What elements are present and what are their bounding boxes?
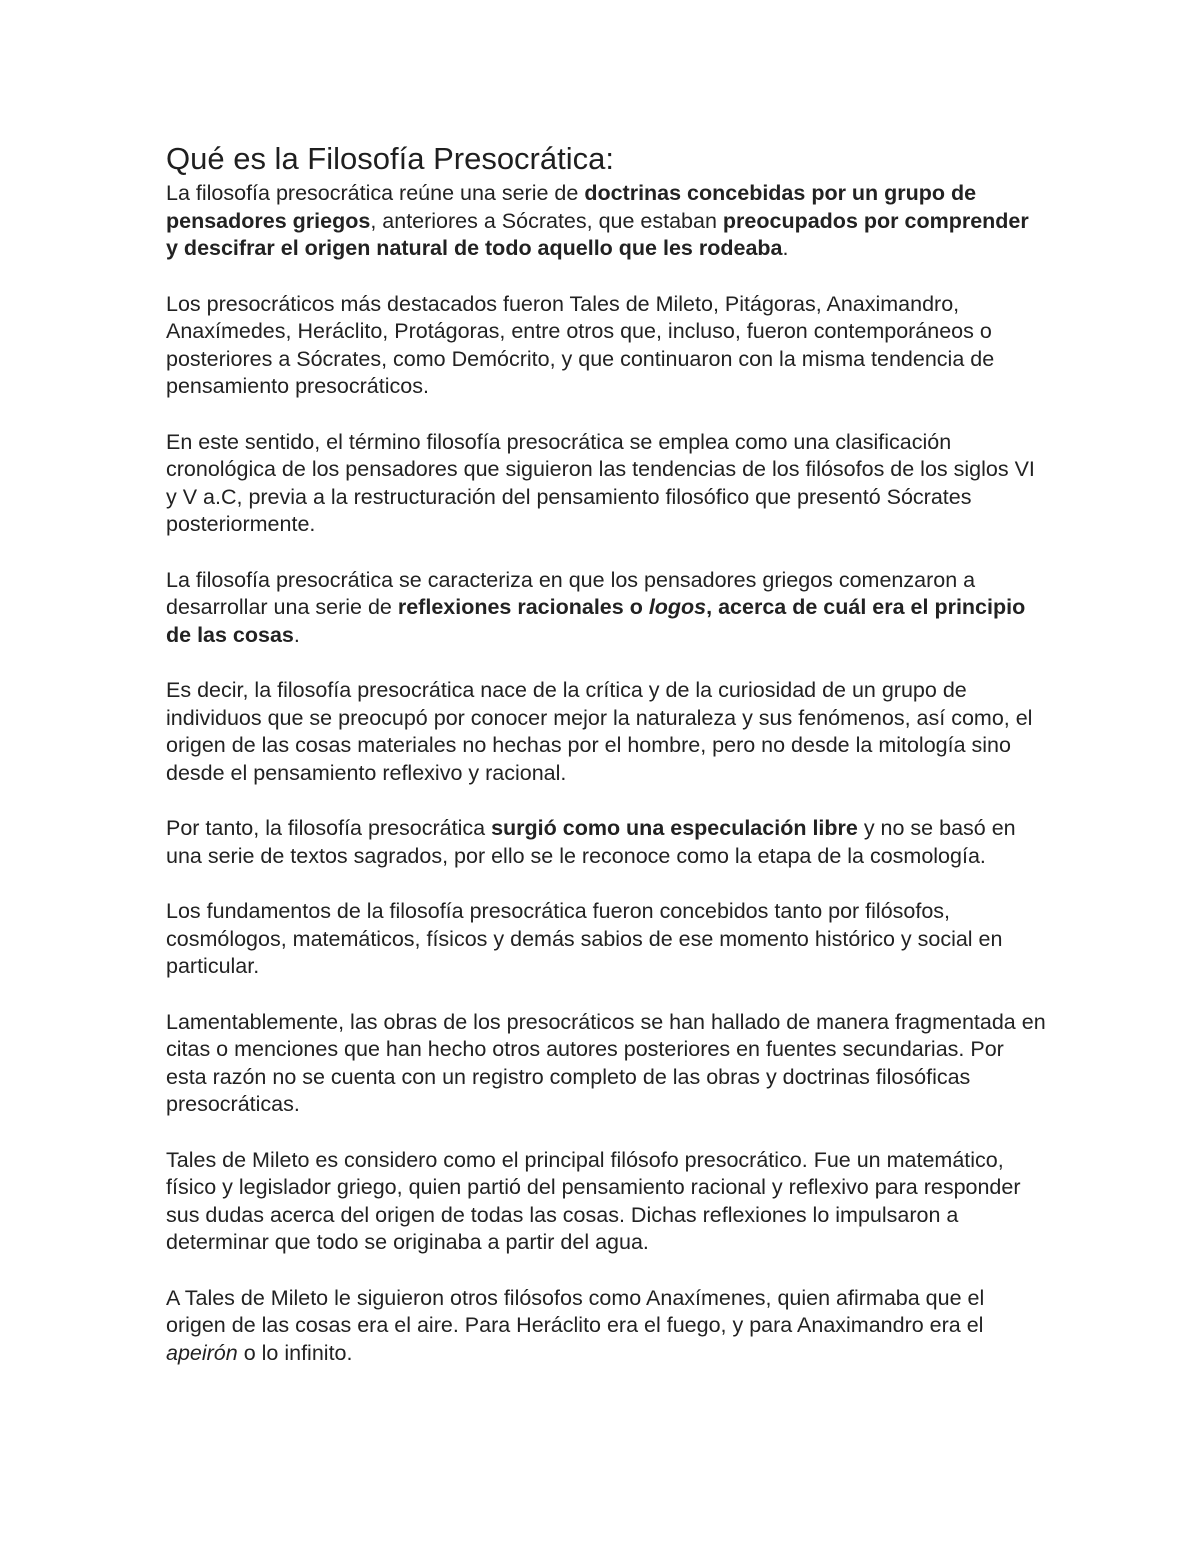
- text-run: .: [293, 622, 300, 647]
- text-run: En este sentido, el término filosofía presocrática se emplea como una clasificación cronológica de los pensadores que siguieron las tendencias de los filósofos de los siglos VI y V a.C, previa a la restructuración del pensamiento filosófico que presentó Sócrates posteriormente.: [166, 429, 1035, 536]
- paragraph-8: [166, 1009, 1046, 1119]
- text-run: apeirón: [166, 1340, 238, 1365]
- text-run: doctrinas concebidas por un grupo de pensadores griegos: [166, 181, 977, 233]
- text-run: , anteriores a Sócrates, que estaban: [370, 208, 723, 233]
- text-run: o lo infinito.: [237, 1340, 353, 1365]
- paragraph-6: [166, 815, 1046, 870]
- paragraph-5: [166, 677, 1046, 787]
- page-title: Qué es la Filosofía Presocrática:: [166, 141, 614, 176]
- text-run: Tales de Mileto es considero como el principal filósofo presocrático. Fue un matemático, físico y legislador griego, quien partió del pensamiento racional y reflexivo para responder sus dudas acerca del origen de todas las cosas. Dichas reflexiones lo impulsaron a determinar que todo se originaba a partir del agua.: [166, 1147, 1021, 1254]
- text-run: Los fundamentos de la filosofía presocrática fueron concebidos tanto por filósofos, cosmólogos, matemáticos, físicos y demás sabios de ese momento histórico y social en particular.: [166, 899, 1003, 978]
- text-run: Los presocráticos más destacados fueron Tales de Mileto, Pitágoras, Anaximandro, Anaxímedes, Heráclito, Protágoras, entre otros que, incluso, fueron contemporáneos o posteriores a Sócrates, como Demócrito, y que continuaron con la misma tendencia de pensamiento presocráticos.: [166, 291, 995, 398]
- paragraph-9: [166, 1147, 1046, 1257]
- text-run: y no se basó en una serie de textos sagrados, por ello se le reconoce como la etapa de la cosmología.: [166, 816, 1016, 868]
- paragraph-2: [166, 291, 1046, 401]
- paragraph-4: [166, 567, 1046, 650]
- paragraph-3: [166, 429, 1046, 539]
- text-run: preocupados por comprender y descifrar el origen natural de todo aquello que les rodeaba: [166, 208, 1029, 260]
- document-page: [166, 138, 1046, 1395]
- text-run: Es decir, la filosofía presocrática nace de la crítica y de la curiosidad de un grupo de individuos que se preocupó por conocer mejor la naturaleza y sus fenómenos, así como, el origen de las cosas materiales no hechas por el hombre, pero no desde la mitología sino desde el pensamiento reflexivo y racional.: [166, 678, 1033, 785]
- paragraph-7: [166, 898, 1046, 981]
- text-run: , acerca de cuál era el principio de las cosas: [166, 595, 1026, 647]
- text-run: Por tanto, la filosofía presocrática: [166, 816, 492, 840]
- document-body: [166, 180, 1046, 1367]
- text-run: logos: [648, 595, 707, 619]
- text-run: La filosofía presocrática reúne una serie de: [166, 181, 585, 205]
- text-run: Lamentablemente, las obras de los presocráticos se han hallado de manera fragmentada en citas o menciones que han hecho otros autores posteriores en fuentes secundarias. Por esta razón no se cuenta con un registro completo de las obras y doctrinas filosóficas presocráticas.: [166, 1009, 1046, 1116]
- text-run: reflexiones racionales o: [397, 595, 649, 619]
- text-run: A Tales de Mileto le siguieron otros filósofos como Anaxímenes, quien afirmaba que el origen de las cosas era el aire. Para Heráclito era el fuego, y para Anaximandro era el: [166, 1285, 985, 1337]
- paragraph-10: [166, 1285, 1046, 1368]
- text-run: surgió como una especulación libre: [491, 816, 858, 840]
- text-run: La filosofía presocrática se caracteriza en que los pensadores griegos comenzaron a desarrollar una serie de: [166, 567, 976, 619]
- text-run: .: [782, 236, 789, 260]
- paragraph-1: [166, 180, 1046, 263]
